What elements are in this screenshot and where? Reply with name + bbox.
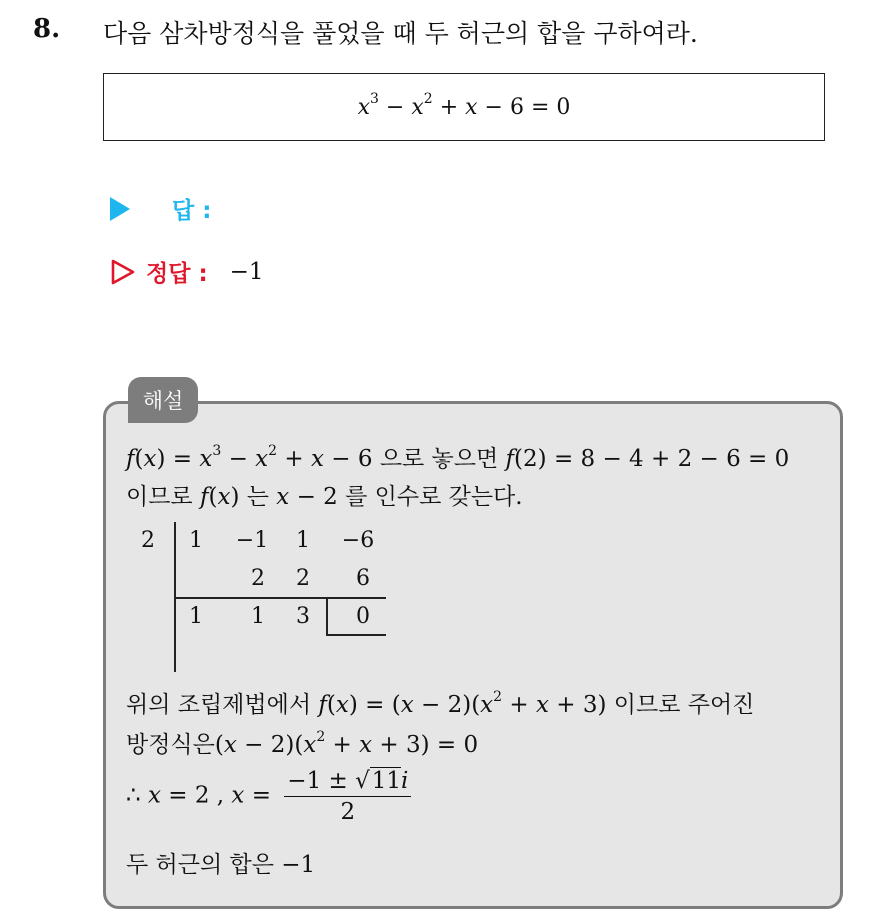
synthetic-horizontal-line xyxy=(174,597,386,599)
question-text: 다음 삼차방정식을 풀었을 때 두 허근의 합을 구하여라. xyxy=(103,19,698,48)
explanation-line-3: 위의 조립제법에서 $f(x) = (x - 2)(x^2 + x + 3)$ 이므로 주어진 xyxy=(126,689,755,718)
synthetic-row3-cell: 3 xyxy=(296,604,310,629)
word-bangjeongsik: 방정식은 xyxy=(126,732,215,758)
equation-box xyxy=(103,73,825,141)
synthetic-row3-cell: 1 xyxy=(251,604,265,629)
synthetic-division-table xyxy=(126,522,406,674)
synthetic-row2-cell: 2 xyxy=(296,566,310,591)
word-sum: 두 허근의 합은 xyxy=(126,852,274,878)
answer-label: 답 : xyxy=(172,198,212,224)
synthetic-divisor: 2 xyxy=(141,528,155,553)
root-fraction: $\frac{-1 \pm √11i}{2}$ xyxy=(284,768,411,825)
cubic-equation: $x^3 - x^2 + x - 6 = 0$ xyxy=(357,91,571,120)
explanation-line-5: ∴ x = 2 , x = $\frac{-1 \pm √11i}{2}$ xyxy=(126,768,411,825)
remainder-box-bottom xyxy=(326,634,386,636)
word-imeuro-given: 이므로 주어진 xyxy=(613,692,755,718)
explanation-line-4: 방정식은$(x - 2)(x^2 + x + 3) = 0$ xyxy=(126,729,479,758)
word-reul-insu: 를 인수로 갖는다. xyxy=(345,484,523,510)
remainder-box-vertical xyxy=(326,597,328,635)
synthetic-row1-cell: 1 xyxy=(296,528,310,553)
answer-row xyxy=(110,192,211,225)
word-wiui: 위의 조립제법에서 xyxy=(126,692,312,718)
outline-triangle-icon xyxy=(110,258,136,286)
correct-answer-label: 정답 : xyxy=(146,261,208,287)
explanation-line-6 xyxy=(126,846,315,879)
word-neun: 는 xyxy=(246,484,269,510)
sum-value: −1 xyxy=(281,852,316,878)
word-euro-noko: 으로 놓으면 xyxy=(379,446,499,472)
explanation-tag: 해설 xyxy=(128,377,198,423)
therefore-symbol: ∴ xyxy=(126,782,141,809)
synthetic-remainder: 0 xyxy=(356,604,370,629)
explanation-line-1: $f(x) = x^3 - x^2 + x - 6$ 으로 놓으면 f(2) = 8 − 4 + 2 − 6 = 0 xyxy=(126,443,790,472)
word-imeuro: 이므로 xyxy=(126,484,193,510)
synthetic-row1-cell: −6 xyxy=(341,528,375,553)
correct-answer-row xyxy=(110,255,264,288)
synthetic-row1-cell: 1 xyxy=(189,528,203,553)
filled-triangle-icon xyxy=(110,197,130,221)
synthetic-row2-cell: 2 xyxy=(251,566,265,591)
correct-answer-value: −1 xyxy=(229,258,264,285)
synthetic-row1-cell: −1 xyxy=(235,528,269,553)
synthetic-row2-cell: 6 xyxy=(356,566,370,591)
explanation-line-2: 이므로 f(x) 는 x − 2 를 인수로 갖는다. xyxy=(126,484,523,510)
synthetic-row3-cell: 1 xyxy=(189,604,203,629)
question-number: 8. xyxy=(33,14,61,44)
